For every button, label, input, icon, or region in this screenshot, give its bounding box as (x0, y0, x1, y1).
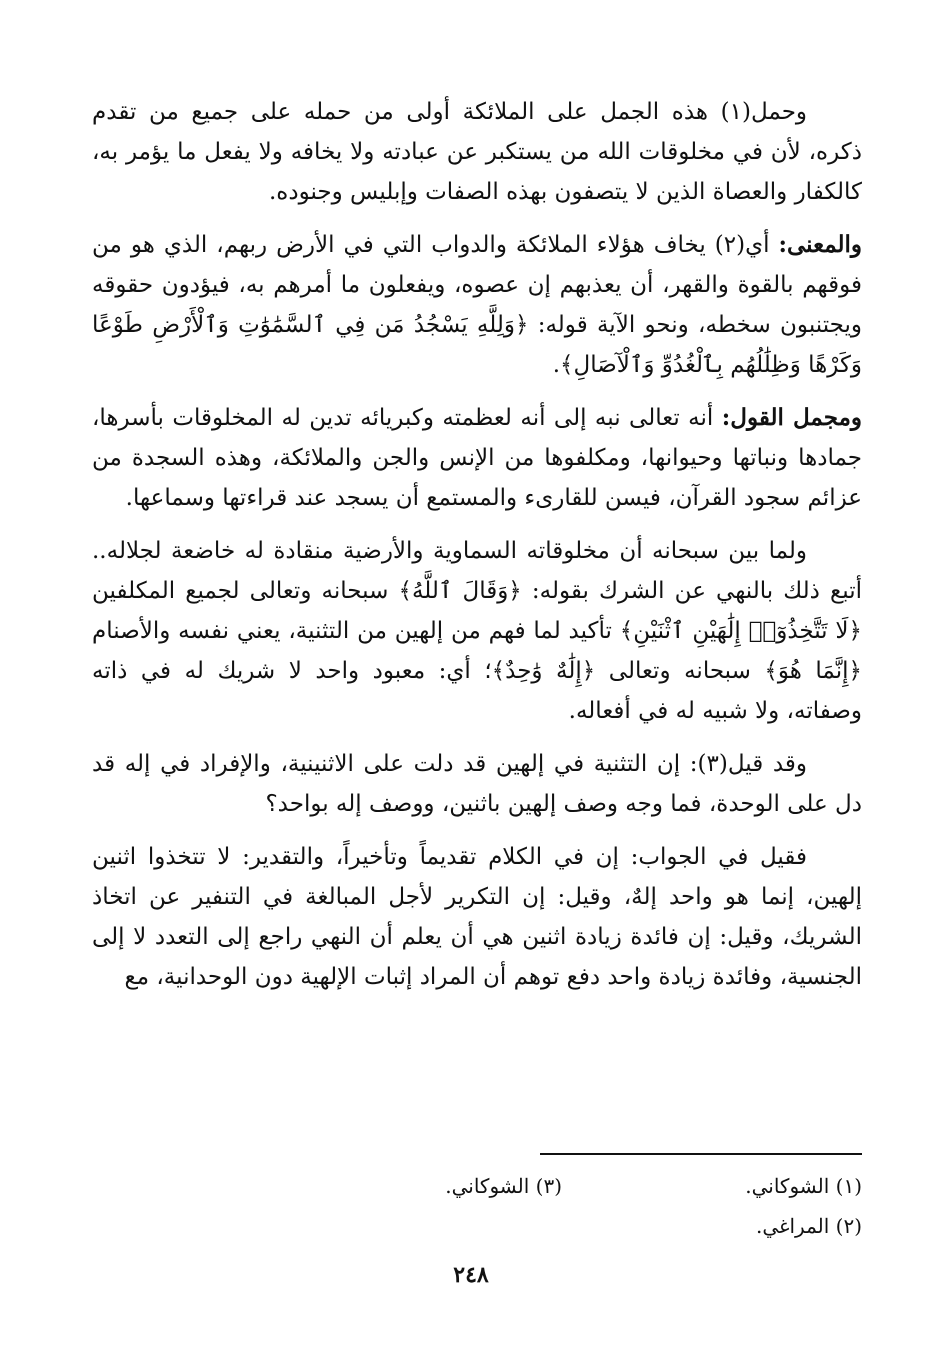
paragraph-1 (92, 92, 862, 212)
footnotes (262, 1166, 862, 1246)
paragraph-6-text: فقيل في الجواب: إن في الكلام تقديماً وتأخيراً، والتقدير: لا تتخذوا اثنين إلهين، إنما هو واحد إلهٌ، وقيل: إن التكرير لأجل المبالغة في التنفير عن اتخاذ الشريك، وقيل: إن فائدة زيادة اثنين هي أن يعلم أن النهي راجع إلى التعدد لا إلى الجنسية، وفائدة زيادة واحد دفع توهم أن المراد إثبات الإلهية دون الوحدانية، مع (92, 844, 862, 990)
footnote-row-1 (262, 1166, 862, 1206)
paragraph-5 (92, 744, 862, 824)
paragraph-1-text: وحمل(١) هذه الجمل على الملائكة أولى من حمله على جميع من تقدم ذكره، لأن في مخلوقات الله من يستكبر عن عبادته ولا يخافه ولا يفعل ما يؤمر به، كالكفار والعصاة الذين لا يتصفون بهذه الصفات وإبليس وجنوده. (92, 99, 862, 205)
footnote-separator (540, 1153, 862, 1155)
footnote-3: (٣) الشوكاني. (445, 1174, 562, 1198)
footnote-1: (١) الشوكاني. (745, 1174, 862, 1198)
paragraph-2-lead: والمعنى: (778, 231, 862, 258)
page-body (92, 92, 862, 1010)
footnote-row-2 (262, 1206, 862, 1246)
paragraph-3 (92, 398, 862, 518)
footnote-2: (٢) المراغي. (755, 1214, 862, 1238)
paragraph-3-text: أنه تعالى نبه إلى أنه لعظمته وكبريائه تدين له المخلوقات بأسرها، جمادها ونباتها وحيوانها، ومكلفوها من الإنس والجن والملائكة، وهذه السجدة من عزائم سجود القرآن، فيسن للقارىء والمستمع أن يسجد عند قراءتها وسماعها. (92, 405, 862, 511)
paragraph-2 (92, 225, 862, 385)
paragraph-3-lead: ومجمل القول: (721, 404, 862, 431)
paragraph-5-text: وقد قيل(٣): إن التثنية في إلهين قد دلت على الاثنينية، والإفراد في إله قد دل على الوحدة، فما وجه وصف إلهين باثنين، ووصف إله بواحد؟ (92, 751, 862, 817)
paragraph-6 (92, 837, 862, 997)
page-number: ٢٤٨ (453, 1262, 489, 1288)
paragraph-4-text: ولما بين سبحانه أن مخلوقاته السماوية والأرضية منقادة له خاضعة لجلاله.. أتبع ذلك بالنهي عن الشرك بقوله: ﴿وَقَالَ ٱللَّهُ﴾ سبحانه وتعالى لجميع المكلفين ﴿لَا تَتَّخِذُوٓا۟ إِلَٰهَيْنِ ٱثْنَيْنِ﴾ تأكيد لما فهم من إلهين من التثنية، يعني نفسه والأصنام ﴿إِنَّمَا هُوَ﴾ سبحانه وتعالى ﴿إِلَٰهٌ وَٰحِدٌ﴾؛ أي: معبود واحد لا شريك له في ذاته وصفاته، ولا شبيه له في أفعاله. (92, 538, 862, 724)
paragraph-2-text: أي(٢) يخاف هؤلاء الملائكة والدواب التي في الأرض ربهم، الذي هو من فوقهم بالقوة والقهر، أن يعذبهم إن عصوه، ويفعلون ما أمرهم به، فيؤدون حقوقه ويجتنبون سخطه، ونحو الآية قوله: ﴿وَلِلَّهِ يَسْجُدُ مَن فِي ٱلسَّمَٰوَٰتِ وَٱلْأَرْضِ طَوْعًا وَكَرْهًا وَظِلَٰلُهُم بِٱلْغُدُوِّ وَٱلْآصَالِ﴾. (92, 232, 862, 378)
paragraph-4 (92, 531, 862, 731)
